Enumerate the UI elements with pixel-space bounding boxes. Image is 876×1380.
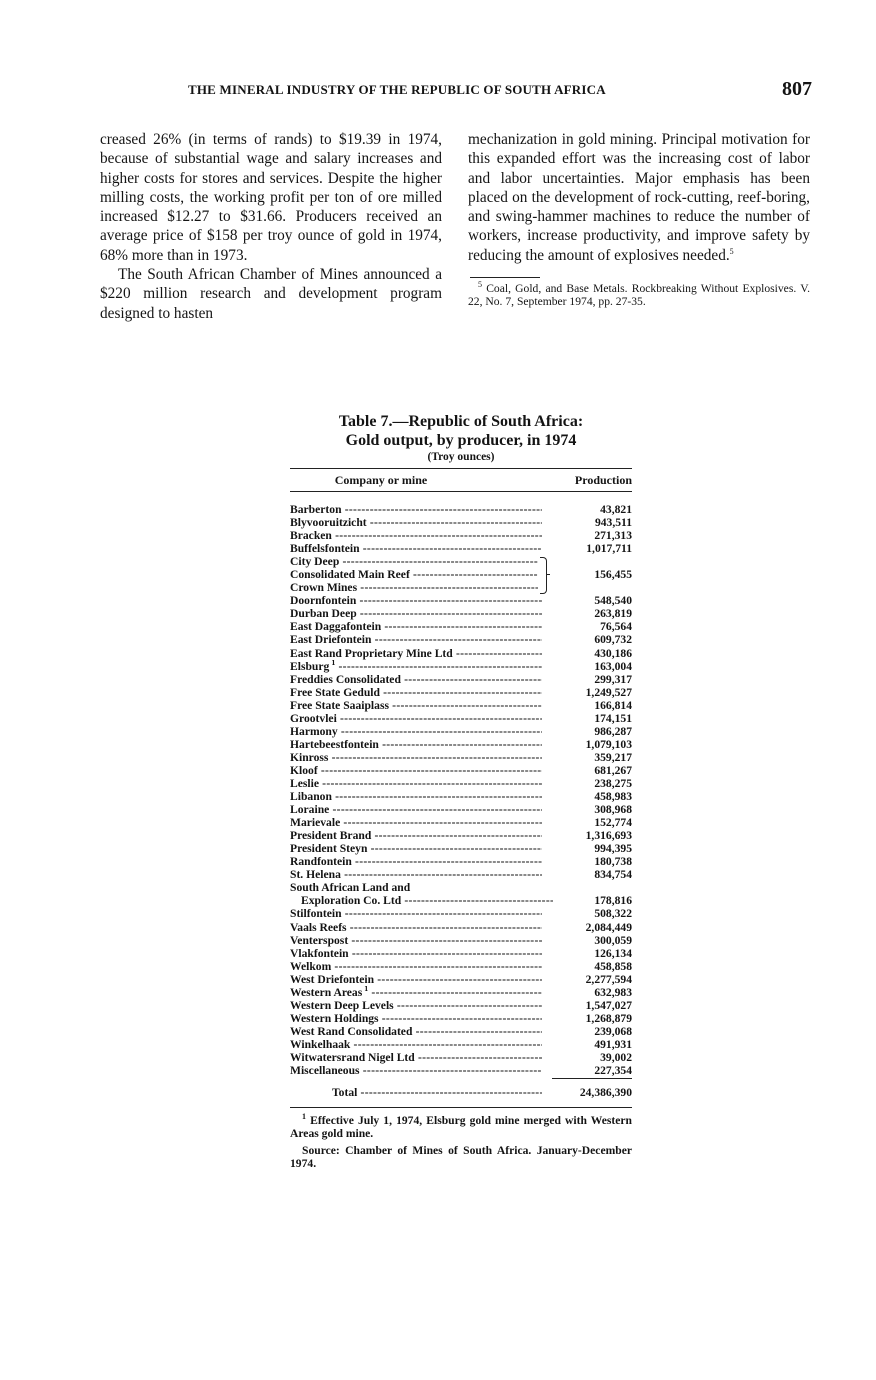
body-paragraph: creased 26% (in terms of rands) to $19.39 in 1974, because of substantial wage and salary increases and higher costs for stores and services. Despite the higher milling costs, the working profit per ton of ore milled increased $12.27 to $31.66. Producers received an average price of $158 per troy ounce of gold in 1974, 68% more than in 1973.	[100, 131, 442, 264]
production-value: 491,931	[594, 1037, 632, 1051]
mine-name: Randfontein -----	[290, 855, 542, 868]
table-row: Crown Mines -----	[290, 581, 632, 594]
table-row	[290, 607, 632, 620]
table-row	[290, 1012, 632, 1025]
page-header	[100, 80, 812, 106]
table-footnote: $^1$ Effective July 1, 1974, Elsburg gold mine merged with Western Areas gold mine.	[290, 1112, 632, 1141]
production-value: 39,002	[600, 1050, 632, 1064]
table-row	[290, 699, 632, 712]
production-value: 271,313	[594, 529, 632, 543]
production-value: 300,059	[594, 933, 632, 947]
table-title: Table 7.—Republic of South Africa:	[338, 413, 584, 430]
body-paragraph: The South African Chamber of Mines announced a $220 million research and development program designed to hasten	[100, 266, 442, 322]
table-row	[290, 620, 632, 633]
table-row	[290, 986, 632, 999]
production-value: 632,983	[594, 985, 632, 999]
production-value: 458,858	[594, 959, 632, 973]
production-value: 1,316,693	[585, 829, 632, 843]
mine-name: Buffelsfontein -----	[290, 542, 542, 555]
table-row	[290, 751, 632, 764]
table-header-rule	[290, 491, 632, 492]
production-value: 43,821	[600, 503, 632, 516]
table-row	[290, 673, 632, 686]
table-row	[290, 907, 632, 920]
group-value: 156,455	[594, 568, 632, 582]
mine-name: Witwatersrand Nigel Ltd -----	[290, 1051, 542, 1064]
production-value: 227,354	[594, 1064, 632, 1078]
table-row	[290, 921, 632, 934]
production-value: 308,968	[594, 803, 632, 817]
production-value: 126,134	[594, 946, 632, 960]
table-row	[290, 1038, 632, 1051]
production-value: 994,395	[594, 842, 632, 856]
mine-name: Winkelhaak -----	[290, 1038, 542, 1051]
table-row: South African Land and	[290, 881, 411, 895]
footnote-reference: 5	[729, 246, 734, 256]
production-value: 1,079,103	[585, 737, 632, 751]
mine-name: Vlakfontein -----	[290, 947, 542, 960]
table-subtitle: Gold output, by producer, in 1974	[345, 432, 577, 449]
body-paragraph: mechanization in gold mining. Principal motivation for this expanded effort was the increasing cost of labor and labor uncertainties. Major emphasis has been placed on the development of rock-cutting, reef-boring, and swing-hammer machines to reduce the number of workers, increase productivity, and improve safety by reducing the amount of explosives needed.$^5$	[468, 131, 810, 264]
page-number: 807	[782, 78, 812, 100]
left-column	[100, 130, 442, 323]
mine-name: Doornfontein -----	[290, 594, 542, 607]
table-row	[290, 842, 632, 855]
production-value: 174,151	[594, 711, 632, 725]
column-header-company: Company or mine	[334, 473, 428, 487]
running-title: THE MINERAL INDUSTRY OF THE REPUBLIC OF SOUTH AFRICA	[188, 82, 606, 97]
mine-name: Leslie -----	[290, 777, 542, 790]
production-value: 681,267	[594, 763, 632, 777]
mine-name: East Daggafontein -----	[290, 620, 542, 633]
production-value: 163,004	[594, 659, 632, 673]
production-value: 239,068	[594, 1024, 632, 1038]
mine-name: Elsburg $^1$ -----	[290, 660, 542, 673]
table-unit: (Troy ounces)	[427, 451, 495, 463]
table-row	[290, 764, 632, 777]
mine-name: Durban Deep -----	[290, 607, 542, 620]
table-row	[290, 738, 632, 751]
mine-name: Grootvlei -----	[290, 712, 542, 725]
sum-rule	[552, 1078, 632, 1079]
brace	[540, 557, 547, 594]
footnote: $^5$ Coal, Gold, and Base Metals. Rockbreaking Without Explosives. V. 22, No. 7, September 1974, pp. 27-35.	[468, 280, 810, 308]
mine-name: St. Helena -----	[290, 868, 542, 881]
production-value: 1,017,711	[586, 542, 632, 556]
production-value: 430,186	[594, 646, 632, 660]
table-row	[290, 503, 632, 516]
mine-name: Loraine -----	[290, 803, 542, 816]
mine-name: Free State Geduld -----	[290, 686, 542, 699]
production-value: 2,084,449	[585, 920, 632, 934]
mine-name: Harmony -----	[290, 725, 542, 738]
mine-name: West Driefontein -----	[290, 973, 542, 986]
mine-name: President Brand -----	[290, 829, 542, 842]
mine-name: Welkom -----	[290, 960, 542, 973]
column-header-production: Production	[574, 473, 632, 487]
table-row	[290, 516, 632, 529]
table-row	[290, 725, 632, 738]
table-row	[290, 829, 632, 842]
mine-name: Hartebeestfontein -----	[290, 738, 542, 751]
production-value: 263,819	[594, 607, 632, 621]
table-row	[290, 973, 632, 986]
table-bottom-rule	[290, 1107, 632, 1108]
table-row	[290, 529, 632, 542]
mine-name: Free State Saaiplass -----	[290, 699, 542, 712]
mine-name: Marievale -----	[290, 816, 542, 829]
mine-name: Bracken -----	[290, 529, 542, 542]
table-row: City Deep -----	[290, 555, 632, 568]
production-value: 166,814	[594, 698, 632, 712]
table-row	[290, 686, 632, 699]
table-row: Exploration Co. Ltd ----- 178,816	[290, 894, 632, 907]
gold-output-table	[290, 412, 632, 1174]
total-row: Total ----- 24,386,390	[290, 1086, 632, 1099]
footnote-rule	[470, 277, 540, 278]
production-value: 943,511	[594, 516, 632, 530]
table-row	[290, 1025, 632, 1038]
mine-name: West Rand Consolidated -----	[290, 1025, 542, 1038]
table-row	[290, 790, 632, 803]
table-row	[290, 947, 632, 960]
production-value: 548,540	[594, 594, 632, 608]
table-row	[290, 542, 632, 555]
production-value: 609,732	[594, 633, 632, 647]
production-value: 1,268,879	[585, 1011, 632, 1025]
table-row	[290, 803, 632, 816]
mine-name: President Steyn -----	[290, 842, 542, 855]
table-row	[290, 1051, 632, 1064]
table-source: Source: Chamber of Mines of South Africa. January-December 1974.	[290, 1144, 632, 1171]
mine-name: Venterspost -----	[290, 934, 542, 947]
mine-name: Freddies Consolidated -----	[290, 673, 542, 686]
mine-name: Stilfontein -----	[290, 907, 542, 920]
table-body	[290, 503, 632, 1099]
production-value: 508,322	[594, 907, 632, 921]
table-row	[290, 712, 632, 725]
mine-name: Kloof -----	[290, 764, 542, 777]
production-value: 834,754	[594, 868, 632, 882]
production-value: 359,217	[594, 750, 632, 764]
mine-name: Vaals Reefs -----	[290, 921, 542, 934]
table-row	[290, 594, 632, 607]
table-notes	[290, 1114, 632, 1170]
mine-name: Miscellaneous -----	[290, 1064, 542, 1077]
table-row	[290, 934, 632, 947]
table-row	[290, 1064, 632, 1077]
bracketed-group	[290, 555, 632, 594]
table-row	[290, 777, 632, 790]
right-column	[468, 130, 810, 308]
table-row: Consolidated Main Reef -----	[290, 568, 632, 581]
production-value: 458,983	[594, 790, 632, 804]
production-value: 152,774	[594, 816, 632, 830]
table-row	[290, 816, 632, 829]
mine-name: East Driefontein -----	[290, 633, 542, 646]
production-value: 1,547,027	[585, 998, 632, 1012]
production-value: 299,317	[594, 672, 632, 686]
production-value: 1,249,527	[585, 685, 632, 699]
table-row	[290, 960, 632, 973]
table-row	[290, 633, 632, 646]
table-row	[290, 660, 632, 673]
mine-name: Western Deep Levels -----	[290, 999, 542, 1012]
production-value: 180,738	[594, 855, 632, 869]
table-row	[290, 868, 632, 881]
mine-name: Western Areas $^1$ -----	[290, 986, 542, 999]
table-header	[290, 469, 632, 491]
mine-name: Libanon -----	[290, 790, 542, 803]
production-value: 2,277,594	[585, 972, 632, 986]
table-row	[290, 855, 632, 868]
mine-name: Barberton -----	[290, 503, 542, 516]
production-value: 238,275	[594, 776, 632, 790]
table-row	[290, 647, 632, 660]
production-value: 986,287	[594, 724, 632, 738]
table-row	[290, 999, 632, 1012]
production-value: 76,564	[600, 620, 632, 634]
mine-name: Blyvooruitzicht -----	[290, 516, 542, 529]
mine-name: East Rand Proprietary Mine Ltd -----	[290, 647, 542, 660]
mine-name: Kinross -----	[290, 751, 542, 764]
footnote-mark: 5	[478, 280, 482, 290]
mine-name: Western Holdings -----	[290, 1012, 542, 1025]
